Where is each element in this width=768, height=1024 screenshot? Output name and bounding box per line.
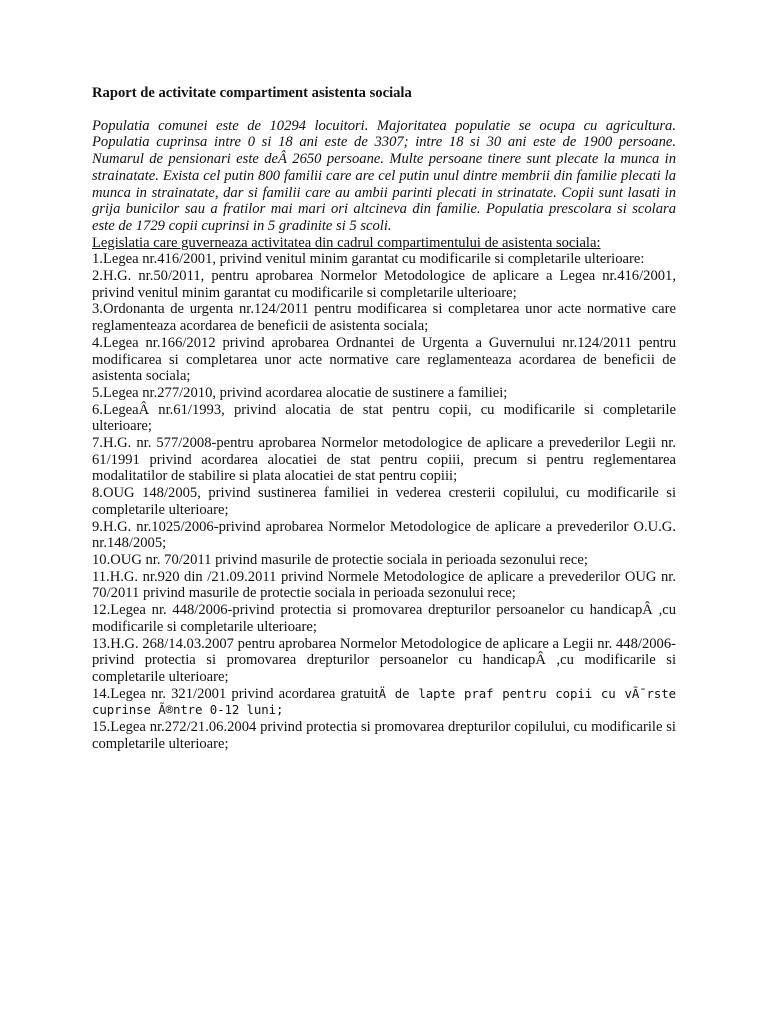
law-item-13 xyxy=(92,636,676,686)
law-text: 5.Legea nr.277/2010, privind acordarea alocatie de sustinere a familiei; xyxy=(92,384,508,401)
law-item-2 xyxy=(92,268,676,301)
law-text: 11.H.G. nr.920 din /21.09.2011 privind Normele Metodologice de aplicare a prevederilor OUG nr. 70/2011 privind masurile de protectie sociala in perioada sezonului rece; xyxy=(92,568,676,602)
law-item-6 xyxy=(92,402,676,435)
law-item-10 xyxy=(92,552,676,569)
law-item-5 xyxy=(92,385,676,402)
document-title: Raport de activitate compartiment asistenta sociala xyxy=(92,85,412,101)
law-text: 4.Legea nr.166/2012 privind aprobarea Ordnantei de Urgenta a Guvernului nr.124/2011 pentru modificarea si completarea unor acte normative care reglamenteaza acordarea de beneficii de asistenta sociala; xyxy=(92,334,676,385)
law-text: 12.Legea nr. 448/2006-privind protectia si promovarea drepturilor persoanelor cu handicapÂ ,cu modificarile si completarile ulterioare; xyxy=(92,602,676,635)
law-item-7 xyxy=(92,435,676,485)
intro-paragraph: Populatia comunei este de 10294 locuitori. Majoritatea populatie se ocupa cu agricultura. Populatia cuprinsa intre 0 si 18 ani este de 3307; intre 18 si 30 ani este de 1900 persoane. Numarul de pensionari este deÂ 2650 persoane. Multe persoane tinere sunt plecate la munca in strainatate. Exista cel putin 800 familii care are cel putin unul dintre membrii din familie plecati la munca in strainatate, dar si familii care au ambii parinti plecati in strinatate. Copii sunt lasati in grija bunicilor sau a fratilor mai mari ori altcineva din familie. Populatia prescolara si scolara este de 1729 copii cuprinsi in 5 gradinite si 5 scoli. xyxy=(92,117,676,234)
law-text: 9.H.G. nr.1025/2006-privind aprobarea Normelor Metodologice de aplicare a prevederilor O.U.G. nr.148/2005; xyxy=(92,518,676,552)
law-text: 8.OUG 148/2005, privind sustinerea familiei in vederea cresterii copilului, cu modificarile si completarile ulterioare; xyxy=(92,485,676,518)
law-text: 7.H.G. nr. 577/2008-pentru aprobarea Normelor metodologice de aplicare a prevederilor Legii nr. 61/1991 privind acordarea alocatiei de stat pentru copiii, precum si pentru reglementarea modalitatilor de stabilire si plata alocatiei de stat pentru copiii; xyxy=(92,435,676,485)
law-list xyxy=(92,251,676,752)
law-text: 10.OUG nr. 70/2011 privind masurile de protectie sociala in perioada sezonului rece; xyxy=(92,551,588,568)
law-item-3 xyxy=(92,301,676,334)
law-item-15 xyxy=(92,719,676,752)
law-text: 2.H.G. nr.50/2011, pentru aprobarea Normelor Metodologice de aplicare a Legea nr.416/2001, privind venitul minim garantat cu modificarile si completarile ulterioare; xyxy=(92,268,676,301)
legislation-heading: Legislatia care guverneaza activitatea din cadrul compartimentului de asistenta sociala: xyxy=(92,234,601,251)
law-text: 14.Legea nr. 321/2001 privind acordarea gratuit xyxy=(92,685,379,702)
law-text: 3.Ordonanta de urgenta nr.124/2011 pentru modificarea si completarea unor acte normative care reglamenteaza acordarea de beneficii de asistenta sociala; xyxy=(92,301,676,335)
document-body xyxy=(92,85,676,752)
law-text: 15.Legea nr.272/21.06.2004 privind protectia si promovarea drepturilor copilului, cu modificarile si completarile ulterioare; xyxy=(92,719,676,752)
law-text: 1.Legea nr.416/2001, privind venitul minim garantat cu modificarile si completarile ulterioare: xyxy=(92,251,645,268)
law-item-1 xyxy=(92,251,676,268)
law-item-14 xyxy=(92,686,676,719)
law-text: 6.LegeaÂ nr.61/1993, privind alocatia de stat pentru copii, cu modificarile si completarile ulterioare; xyxy=(92,401,676,435)
law-text-garbled: Ä de lapte praf pentru copii cu vÃ¯rste cuprinse Ã®ntre 0-12 luni; xyxy=(92,685,676,718)
law-item-9 xyxy=(92,519,676,552)
law-text: 13.H.G. 268/14.03.2007 pentru aprobarea Normelor Metodologice de aplicare a Legii nr. 448/2006-privind protectia si promovarea drepturilor persoanelor cu handicapÂ ,cu modificarile si completarile ulterioare; xyxy=(92,635,676,685)
law-item-12 xyxy=(92,602,676,635)
law-item-8 xyxy=(92,485,676,518)
law-item-11 xyxy=(92,569,676,602)
law-item-4 xyxy=(92,335,676,385)
